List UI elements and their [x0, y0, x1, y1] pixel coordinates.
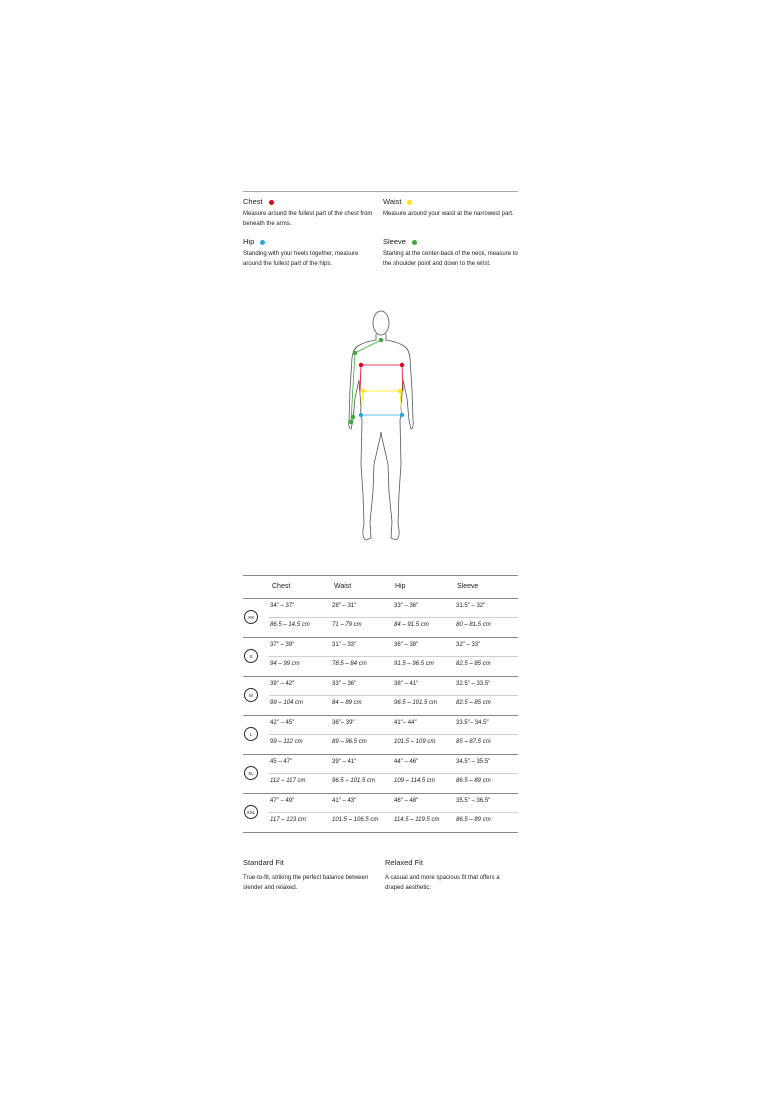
- sleeve-cm: 86.5 – 89 cm: [456, 817, 491, 823]
- size-badge-l: L: [244, 727, 258, 741]
- hip-cm: 109 – 114.5 cm: [394, 778, 435, 784]
- waist-in: 31″ – 33″: [332, 642, 357, 648]
- size-row-l: [243, 715, 518, 755]
- chest-cm: 94 – 99 cm: [270, 661, 300, 667]
- waist-in: 36″– 39″: [332, 720, 355, 726]
- chest-title: Chest: [243, 197, 263, 206]
- hip-in: 46″ – 48″: [394, 798, 419, 804]
- chest-in: 39″ – 42″: [270, 681, 295, 687]
- waist-in: 28″ – 31″: [332, 603, 357, 609]
- sleeve-cm: 80 – 81.5 cm: [456, 622, 491, 628]
- waist-cm: 71 – 79 cm: [332, 622, 362, 628]
- column-header-chest: Chest: [272, 583, 291, 590]
- sleeve-in: 35.5″ – 36.5″: [456, 798, 491, 804]
- chest-in: 47″ – 49″: [270, 798, 295, 804]
- size-badge-xl: XL: [244, 766, 258, 780]
- chest-dot-icon: [269, 200, 274, 205]
- waist-in: 33″ – 36″: [332, 681, 357, 687]
- sleeve-in: 32.5″ – 33.5″: [456, 681, 491, 687]
- sleeve-in: 33.5″– 34.5″: [456, 720, 489, 726]
- row-divider: [269, 812, 518, 813]
- row-divider: [269, 617, 518, 618]
- size-row-xxl: [243, 793, 518, 833]
- waist-title: Waist: [383, 197, 402, 206]
- top-divider: [243, 191, 518, 192]
- chest-definition: [243, 197, 378, 229]
- chest-cm: 99 – 112 cm: [270, 739, 303, 745]
- size-row-xs: [243, 598, 518, 638]
- hip-in: 44″ – 46″: [394, 759, 419, 765]
- chest-cm: 86.5 – 14.5 cm: [270, 622, 310, 628]
- row-divider: [269, 695, 518, 696]
- human-body-measurement-icon: [336, 302, 426, 548]
- size-row-m: [243, 676, 518, 716]
- column-header-waist: Waist: [334, 583, 352, 590]
- waist-description: Measure around your waist at the narrowest part.: [383, 211, 514, 217]
- waist-in: 41″ – 43″: [332, 798, 357, 804]
- size-badge-s: S: [244, 649, 258, 663]
- sleeve-dot-icon: [412, 240, 417, 245]
- size-badge-m: M: [244, 688, 258, 702]
- chest-in: 34″ – 37″: [270, 603, 295, 609]
- hip-in: 33″ – 36″: [394, 603, 419, 609]
- hip-cm: 84 – 91.5 cm: [394, 622, 429, 628]
- hip-title: Hip: [243, 237, 255, 246]
- waist-definition: [383, 197, 518, 220]
- row-divider: [269, 734, 518, 735]
- chest-in: 45 – 47″: [270, 759, 293, 765]
- sleeve-cm: 85 – 87.5 cm: [456, 739, 491, 745]
- chest-cm: 112 – 117 cm: [270, 778, 306, 784]
- sleeve-description: Starting at the center-back of the neck, measure to the shoulder point and down to the wrist.: [383, 251, 518, 267]
- hip-definition: [243, 237, 378, 269]
- relaxed-fit-title: Relaxed Fit: [385, 858, 423, 867]
- sleeve-in: 34.5″ – 35.5″: [456, 759, 491, 765]
- size-badge-xxl: XXL: [244, 805, 258, 819]
- waist-dot-icon: [407, 200, 412, 205]
- sleeve-definition: [383, 237, 518, 269]
- waist-cm: 78.5 – 84 cm: [332, 661, 367, 667]
- hip-description: Standing with your heels together, measure around the fullest part of the hips.: [243, 251, 359, 267]
- size-badge-xs: XS: [244, 610, 258, 624]
- standard-fit-title: Standard Fit: [243, 858, 284, 867]
- chest-cm: 117 – 123 cm: [270, 817, 306, 823]
- chest-cm: 99 – 104 cm: [270, 700, 304, 706]
- sleeve-title: Sleeve: [383, 237, 406, 246]
- hip-cm: 101.5 – 109 cm: [394, 739, 436, 745]
- chest-in: 42″ – 45″: [270, 720, 295, 726]
- sleeve-cm: 86.5 – 89 cm: [456, 778, 491, 784]
- size-row-xl: [243, 754, 518, 794]
- chest-in: 37″ – 39″: [270, 642, 295, 648]
- waist-cm: 89 – 96.5 cm: [332, 739, 367, 745]
- relaxed-fit-description: A casual and more spacious fit that offers a draped aesthetic.: [385, 875, 500, 891]
- hip-cm: 96.5 – 101.5 cm: [394, 700, 438, 706]
- hip-in: 38″ – 41″: [394, 681, 419, 687]
- column-header-hip: Hip: [395, 583, 406, 590]
- waist-cm: 96.5 – 101.5 cm: [332, 778, 376, 784]
- hip-cm: 114.5 – 119.5 cm: [394, 817, 440, 823]
- size-table-header: [243, 575, 518, 599]
- row-divider: [269, 656, 518, 657]
- sleeve-cm: 82.5 – 85 cm: [456, 661, 491, 667]
- relaxed-fit-section: [385, 858, 518, 893]
- chest-description: Measure around the fullest part of the chest from beneath the arms.: [243, 211, 373, 227]
- standard-fit-description: True-to-fit, striking the perfect balance between slender and relaxed.: [243, 875, 369, 891]
- hip-dot-icon: [260, 240, 265, 245]
- waist-cm: 101.5 – 106.5 cm: [332, 817, 379, 823]
- sleeve-in: 31.5″ – 32″: [456, 603, 486, 609]
- sleeve-in: 32″ – 33″: [456, 642, 481, 648]
- hip-in: 41″– 44″: [394, 720, 417, 726]
- hip-in: 36″ – 38″: [394, 642, 419, 648]
- standard-fit-section: [243, 858, 383, 893]
- size-row-s: [243, 637, 518, 677]
- sleeve-cm: 82.5 – 85 cm: [456, 700, 491, 706]
- column-header-sleeve: Sleeve: [457, 583, 479, 590]
- row-divider: [269, 773, 518, 774]
- waist-in: 39″ – 41″: [332, 759, 357, 765]
- waist-cm: 84 – 89 cm: [332, 700, 362, 706]
- hip-cm: 91.5 – 96.5 cm: [394, 661, 434, 667]
